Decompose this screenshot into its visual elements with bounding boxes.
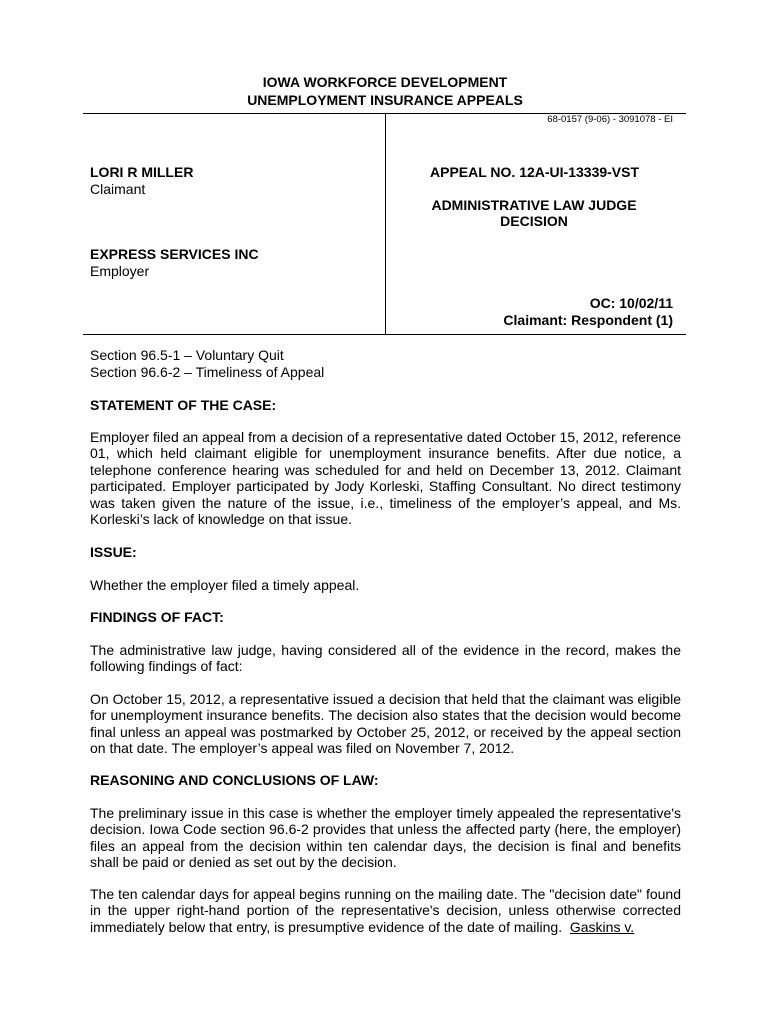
reasoning-paragraph-1: The preliminary issue in this case is whether the employer timely appealed the representative's decision. Iowa Code section 96.6-2 provides that unless the affected party (here, the employer) files an appeal from the decision within ten calendar days, the decision is final and benefits shall be paid or denied as set out by the decision. xyxy=(90,805,681,871)
case-citation: Gaskins v. xyxy=(569,918,635,935)
issue-heading: ISSUE: xyxy=(90,544,137,560)
decision-title-line1: ADMINISTRATIVE LAW JUDGE xyxy=(431,197,637,213)
claimant-status: Claimant: Respondent (1) xyxy=(503,312,673,328)
column-divider xyxy=(385,113,386,334)
reasoning-text-2: The ten calendar days for appeal begins running on the mailing date. The "decision date" found in the upper right-hand portion of the representative's decision, unless otherwise corrected immediately below that entry, is presumptive evidence of the date of mailing. xyxy=(90,886,681,935)
decision-title-line2: DECISION xyxy=(500,213,568,229)
appeal-number: APPEAL NO. 12A-UI-13339-VST xyxy=(430,164,640,180)
oc-date: OC: 10/02/11 xyxy=(589,295,673,311)
findings-intro-paragraph: The administrative law judge, having considered all of the evidence in the record, makes the following findings of fact: xyxy=(90,642,681,675)
statement-paragraph: Employer filed an appeal from a decision of a representative dated October 15, 2012, reference 01, which held claimant eligible for unemployment insurance benefits. After due notice, a telephone conference hearing was scheduled for and held on December 13, 2012. Claimant participated. Employer participated by Jody Korleski, Staffing Consultant. No direct testimony was taken given the nature of the issue, i.e., timeliness of the employer’s appeal, and Ms. Korleski’s lack of knowledge on that issue. xyxy=(90,429,681,528)
reasoning-heading: REASONING AND CONCLUSIONS OF LAW: xyxy=(90,772,379,788)
division-name: UNEMPLOYMENT INSURANCE APPEALS xyxy=(247,92,523,108)
findings-paragraph: On October 15, 2012, a representative issued a decision that held that the claimant was eligible for unemployment insurance benefits. The decision also states that the decision would become final unless an appeal was postmarked by October 25, 2012, or received by the appeal section on that date. The employer’s appeal was filed on November 7, 2012. xyxy=(90,691,681,757)
reasoning-paragraph-2 xyxy=(90,886,681,935)
findings-heading: FINDINGS OF FACT: xyxy=(90,609,224,625)
section-voluntary-quit: Section 96.5-1 – Voluntary Quit xyxy=(90,347,284,363)
claimant-name: LORI R MILLER xyxy=(90,164,194,180)
statement-heading: STATEMENT OF THE CASE: xyxy=(90,397,277,413)
caption-divider xyxy=(83,334,686,335)
issue-paragraph: Whether the employer filed a timely appeal. xyxy=(90,577,360,593)
employer-role: Employer xyxy=(90,263,150,279)
section-timeliness: Section 96.6-2 – Timeliness of Appeal xyxy=(90,364,325,380)
employer-name: EXPRESS SERVICES INC xyxy=(90,246,259,262)
form-number: 68-0157 (9-06) - 3091078 - EI xyxy=(547,114,673,125)
agency-name: IOWA WORKFORCE DEVELOPMENT xyxy=(262,74,508,90)
claimant-role: Claimant xyxy=(90,181,146,197)
